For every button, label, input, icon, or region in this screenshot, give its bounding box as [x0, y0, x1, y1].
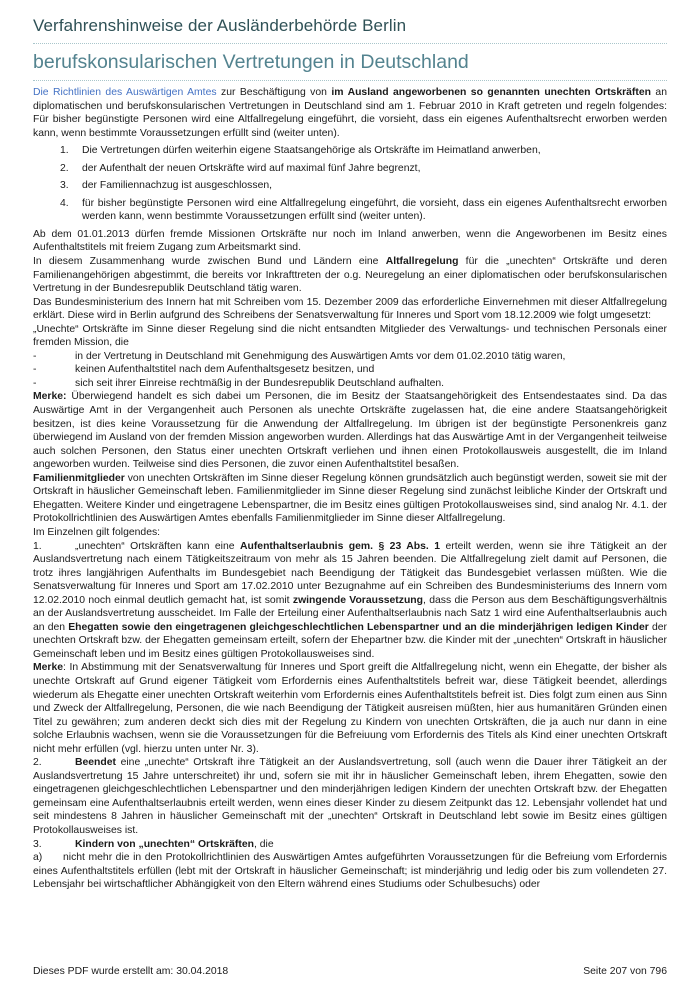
list-item: [33, 144, 667, 158]
text-run: der Aufenthalt der neuen Ortskräfte wird auf maximal fünf Jahre begrenzt,: [82, 162, 421, 174]
bold-run: zwingende Voraussetzung: [292, 594, 424, 606]
paragraph: [33, 756, 667, 837]
bold-run: Kindern von „unechten“ Ortskräften: [75, 838, 254, 850]
paragraph: [33, 526, 667, 540]
text-run: Das Bundesministerium des Innern hat mit Schreiben vom 15. Dezember 2009 das erforderliche Einvernehmen mit dieser Altfallregelung erklärt. Diese wird in Berlin aufgrund des Schreibens der Senatsverwaltung für Inneres und Sport vom 18.12.2009 wie folgt umgesetzt:: [33, 296, 667, 322]
text-run: der unechten Ortskraft bzw. der Ehegatten gemeinsam erteilt, sofern der Ehepartner bzw. die Kinder mit der „unechten“ Ortskraft in häuslicher Gemeinschaft leben und im Besitz eines gültigen Protokollausweises sind.: [33, 621, 667, 660]
page-footer: [33, 966, 667, 977]
text-run: „Unechte“ Ortskräfte im Sinne dieser Regelung sind die nicht entsandten Mitglieder des Verwaltungs- und technischen Personals einer fremden Mission, die: [33, 323, 667, 349]
paragraph: [33, 323, 667, 350]
list-item: [33, 350, 667, 364]
item-text: [75, 363, 667, 377]
item-marker: 4.: [60, 197, 69, 209]
text-run: erteilt werden, wenn sie ihre Tätigkeit an der Auslandsvertretung nach einem Tätigkeitszeitraum von mehr als 15 Jahren beenden. Die Altfallregelung zielt damit auf Personen, die trotz ihres langjährigen Aufenthalts im Bundesgebiet nach Beendigung der Tätigkeit das Bundesgebiet verlassen müßten. Wie die Senatsverwaltung für Inneres und Sport am 17.02.2010 unter Bezugnahme auf ein Schreiben des Bundesministeriums des Innern vom 12.02.2010 noch einmal deutlich gemacht hat, ist somit: [33, 540, 668, 606]
paragraph: [33, 390, 667, 471]
text-run: von unechten Ortskräften im Sinne dieser Regelung können grundsätzlich auch begünstigt werden, soweit sie mit der Ortskraft in häuslicher Gemeinschaft leben. Familienmitglieder im Sinne dieser Regelung sind zunächst leibliche Kinder der Ortskraft und Ehegatten. Weitere Kinder und eingetragene Lebenspartner, die im Besitz eines gültigen Protokollausweises sind, sind analog Nr. 4.1. der Protokollrichtlinien des Auswärtigen Amtes ebenfalls Familienmitglieder im Sinne dieser Altfallregelung.: [33, 472, 667, 525]
item-marker: a): [33, 852, 43, 864]
paragraph: [33, 255, 667, 296]
list-item: [33, 162, 667, 176]
numbered-list: [33, 144, 667, 224]
paragraph: [33, 540, 667, 662]
paragraph: [33, 86, 667, 140]
list-item: [33, 377, 667, 391]
text-run: eine „unechte“ Ortskraft ihre Tätigkeit an der Auslandsvertretung, soll (auch wenn die Dauer ihrer Tätigkeit an der Auslandsvertretung 15 Jahre unterschreitet) ihr und, sofern sie mit ihr in häuslicher Gemeinschaft leben, ihrem Ehegatten, sowie den eingetragenen gleichgeschlechtlichen Lebenspartner und den minderjährigen ledigen Kindern der unechten Ortskraft bzw. der Ehegatten gemeinsam eine Aufenthaltserlaubnis erteilt werden, wenn eines dieser Kinder zu diesem Zeitpunkt das 12. Lebensjahr vollendet hat und seit mindestens 8 Jahren in häuslicher Gemeinschaft mit der „unechten“ Ortskraft in Deutschland lebt sowie im Besitz eines gültigen Protokollausweises ist.: [33, 757, 667, 836]
paragraph: [33, 228, 667, 255]
text-run: nicht mehr die in den Protokollrichtlinien des Auswärtigen Amtes aufgeführten Voraussetzungen für die Befreiung vom Erfordernis eines Aufenthaltstitels erfüllen (lebt mit der Ortskraft in häuslicher Gemeinschaft; ist minderjährig und ledig oder bis zum vollendeten 27. Lebensjahr bei wirtschaftlicher Abhängigkeit von den Eltern während eines Studiums oder Schulbesuchs) oder: [33, 852, 667, 891]
paragraph: [33, 851, 667, 892]
item-marker: 1.: [33, 540, 42, 552]
item-marker: 3.: [60, 180, 69, 192]
text-run: für die „unechten“ Ortskräfte und deren Familienangehörigen abgestimmt, die bereits vor Inkrafttreten der o.g. Neuregelung an einer diplomatischen oder berufskonsularischen Vertretung in der Bundesrepublik Deutschland tätig waren.: [33, 256, 667, 295]
document-body: [33, 86, 667, 892]
bold-run: Ehegatten sowie den eingetragenen gleichgeschlechtlichen Lebenspartner und an die minderjährigen ledigen Kinder: [68, 621, 649, 633]
list-item: [33, 179, 667, 193]
text-run: , die: [253, 838, 274, 850]
item-marker: 1.: [60, 145, 69, 157]
text-run: , dass die Person aus dem Beschäftigungsverhältnis an der Auslandsvertretung ausscheidet. Im Falle der Erteilung einer Aufenthaltserlaubnis nach Satz 1 wird eine Aufenthaltserlaubnis auch an den: [33, 594, 668, 633]
inline-link[interactable]: Die Richtlinien des Auswärtigen Amtes: [33, 87, 217, 98]
paragraph: [33, 296, 667, 323]
text-run: sich seit ihrer Einreise rechtmäßig in der Bundesrepublik Deutschland aufhalten.: [75, 377, 445, 389]
item-marker: -: [33, 350, 37, 362]
document-subtitle: berufskonsularischen Vertretungen in Deutschland: [33, 44, 667, 81]
bold-run: Altfallregelung: [385, 256, 459, 268]
item-marker: -: [33, 364, 37, 376]
paragraph: [33, 838, 667, 852]
text-run: der Familiennachzug ist ausgeschlossen,: [82, 180, 273, 192]
item-text: [75, 350, 667, 364]
item-marker: 2.: [60, 162, 69, 174]
list-item: [33, 197, 667, 224]
text-run: In diesem Zusammenhang wurde zwischen Bund und Ländern eine: [33, 256, 386, 268]
paragraph: [33, 472, 667, 526]
list-item: [33, 363, 667, 377]
item-text: [82, 162, 667, 176]
text-run: in der Vertretung in Deutschland mit Genehmigung des Auswärtigen Amts vor dem 01.02.2010 tätig waren,: [75, 350, 566, 362]
bold-run: Beendet: [75, 757, 116, 769]
text-run: an diplomatischen und berufskonsularischen Vertretungen in Deutschland sind am 1. Februar 2010 in Kraft getreten und regeln folgendes: Für bisher begünstigte Personen wird eine Altfallregelung eingeführt, die vorsieht, dass ein eigenes Aufenthaltsrecht erworben werden kann, wenn bestimmte Voraussetzungen erfüllt sind (weiter unten).: [33, 87, 667, 139]
item-text: [75, 377, 667, 391]
footer-created-date: Dieses PDF wurde erstellt am: 30.04.2018: [33, 966, 229, 977]
bold-run: Merke:: [33, 391, 67, 403]
footer-page-number: Seite 207 von 796: [583, 966, 667, 977]
item-marker: 2.: [33, 757, 42, 769]
bold-run: im Ausland angeworbenen so genannten unechten Ortskräften: [331, 87, 651, 98]
bold-run: Familienmitglieder: [33, 472, 125, 484]
text-run: : In Abstimmung mit der Senatsverwaltung für Inneres und Sport greift die Altfallregelung nicht, wenn ein Ehegatte, der bisher als unechte Ortskraft auf Grund eigener Tätigkeit vom Erfordernis eines Aufenthaltstitels befreit war, diese Tätigkeit beendet, allerdings wiederum als Ehegatte einer unechten Ortskraft weiterhin vom Erfordernis eines Aufenthaltstitels befreit ist. Dies folgt zum einen aus Sinn und Zweck der Altfallregelung, Personen, die wie nach Beendigung der Tätigkeit ausreisen müßten, hier aus humanitären Gründen einen Titel zu gewähren; zum anderen deckt sich dies mit der Regelung zu Kindern von unechten Ortskräften, die ja auch nur dann in eine solche Erlaubnis wachsen, wenn sie die Voraussetzungen für die Befreiuung vom Erfordernis des Titels als Kind einer unechten Ortskraft nicht mehr erfüllen (vgl. hierzu unten unter Nr. 3).: [33, 662, 667, 755]
text-run: zur Beschäftigung von: [216, 87, 332, 98]
text-run: für bisher begünstigte Personen wird eine Altfallregelung eingeführt, die vorsieht, dass ein eigenes Aufenthaltsrecht erworben werden kann, wenn bestimmte Voraussetzungen erfüllt sind (weiter unten).: [82, 197, 667, 223]
text-run: Im Einzelnen gilt folgendes:: [33, 526, 161, 538]
item-marker: 3.: [33, 838, 42, 850]
dash-list: [33, 350, 667, 391]
item-marker: -: [33, 377, 37, 389]
text-run: keinen Aufenthaltstitel nach dem Aufenthaltsgesetz besitzen, und: [75, 364, 375, 376]
item-text: [82, 144, 667, 158]
text-run: „unechten“ Ortskräften kann eine: [75, 540, 240, 552]
item-text: [82, 197, 667, 224]
text-run: Die Vertretungen dürfen weiterhin eigene Staatsangehörige als Ortskräfte im Heimatland anwerben,: [82, 145, 541, 157]
bold-run: Aufenthaltserlaubnis gem. § 23 Abs. 1: [240, 540, 441, 552]
bold-run: Merke: [33, 662, 64, 674]
item-text: [82, 179, 667, 193]
text-run: Ab dem 01.01.2013 dürfen fremde Missionen Ortskräfte nur noch im Inland anwerben, wenn die Angeworbenen im Besitz eines Aufenthaltstitels mit freiem Zugang zum Arbeitsmarkt sind.: [33, 228, 667, 254]
text-run: Überwiegend handelt es sich dabei um Personen, die im Besitz der Staatsangehörigkeit des Entsendestaates sind. Da das Auswärtige Amt in der Vergangenheit auch Personen als unechte Ortskräfte zugelassen hat, die eine andere Staatsangehörigkeit besitzen, ist dies keine Voraussetzung für die Anwendung der Altfallregelung. Im übrigen ist der begünstigte Personenkreis ganz überwiegend im Ausland von der fremden Mission angeworben wurden. Allerdings hat das Auswärtige Amt in der Vergangenheit teilweise auch solchen Personen, den Status einer unechten Ortskraft verliehen und ihnen einen Protokollausweis ausgestellt, die im Inland angeworben wurden. Teilweise sind dies Personen, die zuvor einen Aufenthaltstitel besaßen.: [33, 391, 667, 471]
document-title: Verfahrenshinweise der Ausländerbehörde Berlin: [33, 14, 667, 44]
paragraph: [33, 661, 667, 756]
